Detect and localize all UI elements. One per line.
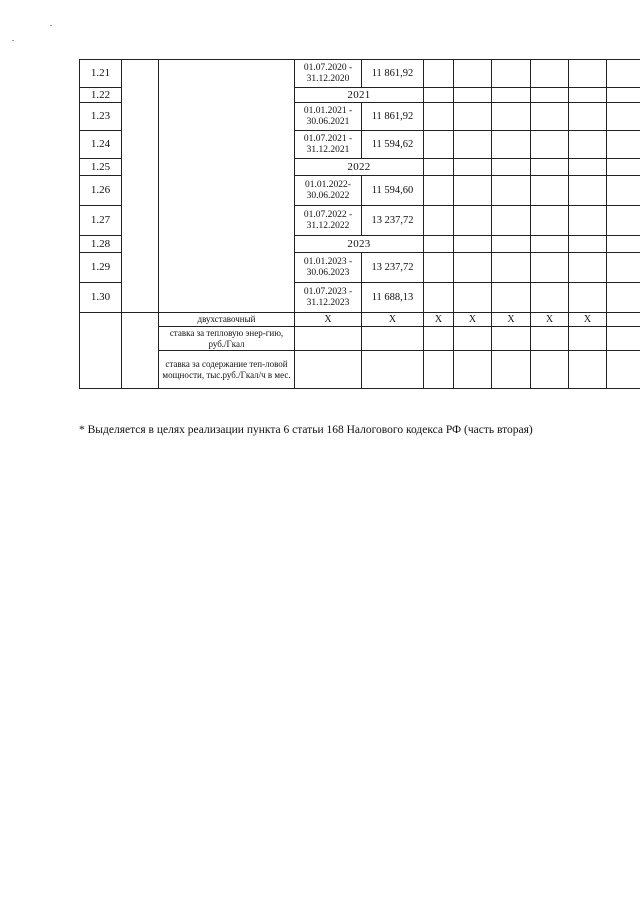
- blank-cell: [122, 60, 159, 313]
- capacity-rate-label: ставка за содержание теп-ловой мощности, тыс.руб./Гкал/ч в мес.: [159, 351, 295, 389]
- not-applicable-mark: X: [531, 313, 569, 327]
- tariff-value: 11 861,92: [362, 60, 424, 88]
- not-applicable-mark: X: [454, 313, 492, 327]
- tariff-value: 13 237,72: [362, 206, 424, 236]
- energy-rate-label: ставка за тепловую энер-гию, руб./Гкал: [159, 327, 295, 351]
- table-row: [80, 351, 640, 389]
- not-applicable-mark: X: [569, 313, 607, 327]
- year-label: 2023: [295, 236, 424, 253]
- period-cell: 01.07.2022 - 31.12.2022: [295, 206, 362, 236]
- row-number: 1.25: [80, 159, 122, 176]
- not-applicable-mark: X: [492, 313, 531, 327]
- row-number: 1.24: [80, 131, 122, 159]
- table-row: [80, 313, 640, 327]
- year-label: 2022: [295, 159, 424, 176]
- period-cell: 01.01.2021 - 30.06.2021: [295, 103, 362, 131]
- tariff-value: 13 237,72: [362, 253, 424, 283]
- tariff-value: 11 688,13: [362, 283, 424, 313]
- period-cell: 01.01.2022- 30.06.2022: [295, 176, 362, 206]
- tariff-table: [79, 59, 640, 389]
- row-number: 1.26: [80, 176, 122, 206]
- tariff-value: 11 594,62: [362, 131, 424, 159]
- row-number: 1.30: [80, 283, 122, 313]
- period-cell: 01.07.2023 - 31.12.2023: [295, 283, 362, 313]
- scan-speck: [12, 40, 14, 41]
- table-row: [80, 60, 640, 88]
- not-applicable-mark: X: [424, 313, 454, 327]
- period-cell: 01.07.2020 - 31.12.2020: [295, 60, 362, 88]
- scan-speck: [50, 25, 52, 26]
- row-number: 1.28: [80, 236, 122, 253]
- blank-cell: [80, 313, 122, 389]
- not-applicable-mark: X: [295, 313, 362, 327]
- blank-cell: [159, 60, 295, 313]
- row-number: 1.23: [80, 103, 122, 131]
- not-applicable-mark: X: [362, 313, 424, 327]
- blank-cell: [122, 313, 159, 389]
- tariff-value: 11 861,92: [362, 103, 424, 131]
- year-label: 2021: [295, 88, 424, 103]
- row-number: 1.29: [80, 253, 122, 283]
- row-number: 1.21: [80, 60, 122, 88]
- period-cell: 01.07.2021 - 31.12.2021: [295, 131, 362, 159]
- period-cell: 01.01.2023 - 30.06.2023: [295, 253, 362, 283]
- table-row: [80, 327, 640, 351]
- footnote: * Выделяется в целях реализации пункта 6 статьи 168 Налогового кодекса РФ (часть вторая): [79, 424, 533, 436]
- tariff-value: 11 594,60: [362, 176, 424, 206]
- row-number: 1.27: [80, 206, 122, 236]
- two-part-label: двухставочный: [159, 313, 295, 327]
- row-number: 1.22: [80, 88, 122, 103]
